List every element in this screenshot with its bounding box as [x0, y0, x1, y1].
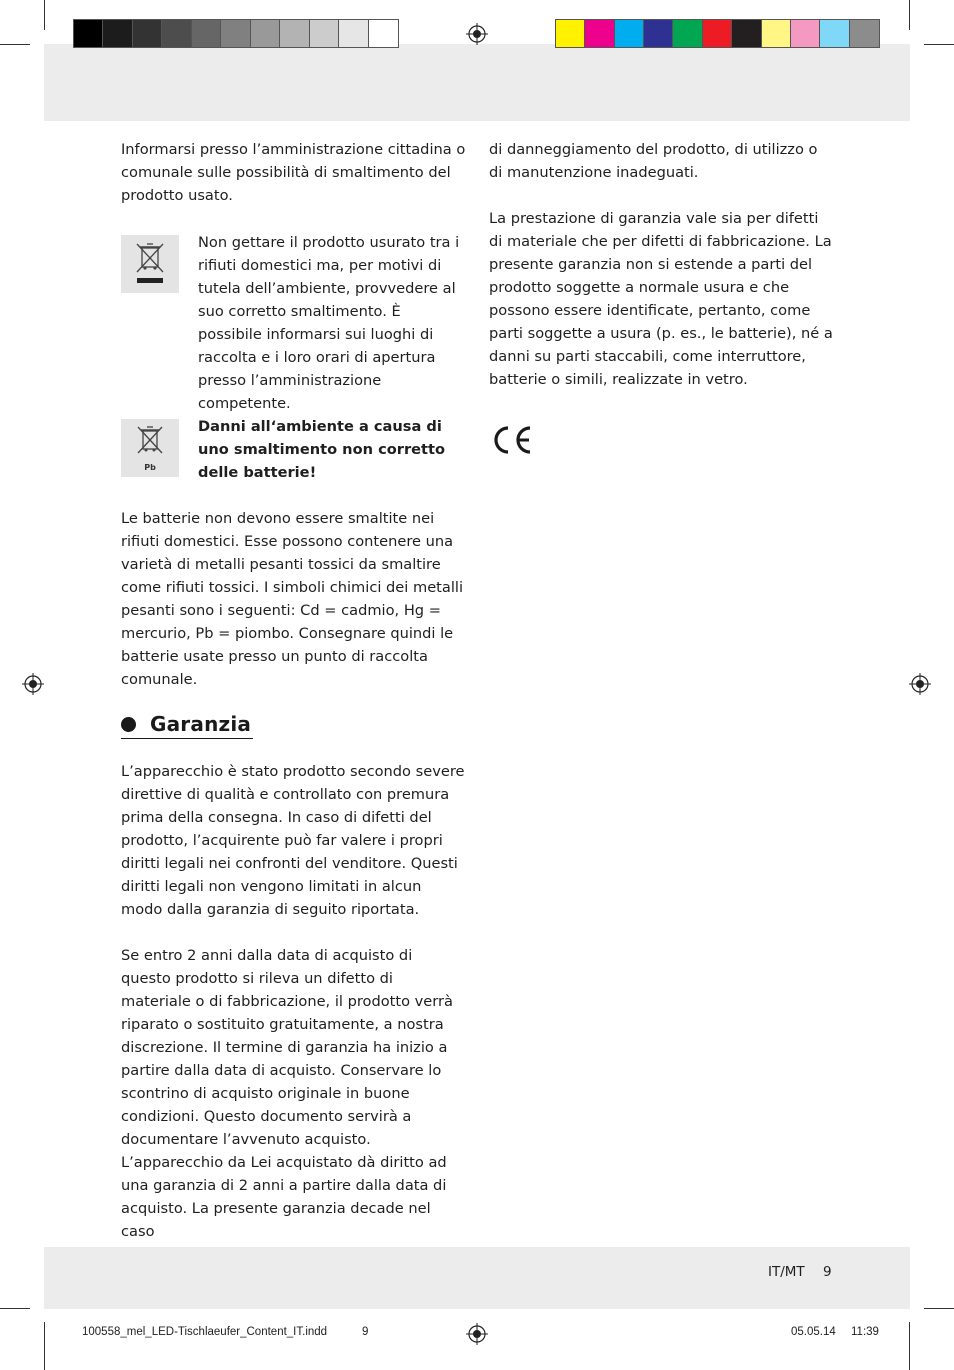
bullet-icon: [121, 717, 136, 732]
page-number: 9: [823, 1264, 832, 1280]
header-band: [44, 44, 910, 121]
grayscale-color-bar: [73, 19, 399, 48]
color-swatch: [103, 20, 132, 47]
color-swatch: [310, 20, 339, 47]
warranty-heading: [121, 708, 251, 740]
warranty-title: Garanzia: [150, 712, 252, 736]
color-swatch: [791, 20, 820, 47]
color-swatch: [644, 20, 673, 47]
color-swatch: [556, 20, 585, 47]
warranty-paragraph-2: [121, 944, 466, 1151]
crossed-out-wheelie-bin-icon: [121, 235, 179, 293]
color-swatch: [850, 20, 879, 47]
crop-mark: [909, 1322, 910, 1370]
registration-mark-icon: [466, 23, 488, 45]
crop-mark: [44, 0, 45, 30]
color-swatch: [585, 20, 614, 47]
ce-mark-icon: [489, 424, 533, 456]
warranty-scope-paragraph: [489, 207, 834, 391]
battery-icon-label: Pb: [144, 463, 156, 472]
color-swatch: [703, 20, 732, 47]
battery-warning-heading: Danni all‘ambiente a causa di uno smaltimento non corretto delle batterie!: [198, 418, 446, 481]
registration-mark-icon: [22, 673, 44, 695]
crop-mark: [44, 1322, 45, 1370]
crop-mark: [924, 44, 954, 45]
color-swatch: [221, 20, 250, 47]
warranty-paragraph-3: [121, 1151, 466, 1243]
warranty-text-3: L’apparecchio da Lei acquistato dà diritto ad una garanzia di 2 anni a partire dalla data di acquisto. La presente garanzia decade nel caso: [121, 1154, 447, 1240]
continuation-text: di danneggiamento del prodotto, di utilizzo o di manutenzione inadeguati.: [489, 141, 818, 181]
heading-underline: [121, 738, 253, 739]
registration-mark-icon: [466, 1323, 488, 1345]
color-swatch: [192, 20, 221, 47]
disposal-text: Non gettare il prodotto usurato tra i rifiuti domestici ma, per motivi di tutela dell’ambiente, provvedere al suo corretto smaltimento. È possibile informarsi sui luoghi di raccolta e i loro orari di apertura presso l’amministrazione competente.: [198, 234, 460, 412]
warranty-paragraph-1: [121, 760, 466, 921]
crop-mark: [909, 0, 910, 30]
registration-mark-icon: [909, 673, 931, 695]
crop-mark: [924, 1308, 954, 1309]
color-swatch: [615, 20, 644, 47]
crop-mark: [0, 44, 30, 45]
crop-mark: [0, 1308, 30, 1309]
slug-date: 05.05.14: [791, 1326, 836, 1338]
process-color-bar: [555, 19, 880, 48]
color-swatch: [762, 20, 791, 47]
crossed-out-battery-bin-icon: [121, 419, 179, 477]
color-swatch: [820, 20, 849, 47]
color-swatch: [251, 20, 280, 47]
color-swatch: [369, 20, 398, 47]
warranty-text-2: Se entro 2 anni dalla data di acquisto di questo prodotto si rileva un difetto di materiale o di fabbricazione, il prodotto verrà riparato o sostituito gratuitamente, a nostra discrezione. Il termine di garanzia ha inizio a partire dalla data di acquisto. Conservare lo scontrino di acquisto originale in buone condizioni. Questo documento servirà a documentare l’avvenuto acquisto.: [121, 947, 453, 1148]
intro-paragraph: [121, 138, 466, 207]
color-swatch: [339, 20, 368, 47]
color-swatch: [732, 20, 761, 47]
color-swatch: [673, 20, 702, 47]
language-code: IT/MT: [768, 1264, 805, 1280]
battery-text: Le batterie non devono essere smaltite nei rifiuti domestici. Esse possono contenere una varietà di metalli pesanti tossici da smaltire come rifiuti tossici. I simboli chimici dei metalli pesanti sono i seguenti: Cd = cadmio, Hg = mercurio, Pb = piombo. Consegnare quindi le batterie usate presso un punto di raccolta comunale.: [121, 510, 463, 688]
slug-page: 9: [362, 1326, 369, 1338]
color-swatch: [74, 20, 103, 47]
slug-time: 11:39: [851, 1326, 879, 1338]
slug-filename: 100558_mel_LED-Tischlaeufer_Content_IT.indd: [82, 1326, 328, 1338]
color-swatch: [162, 20, 191, 47]
intro-text: Informarsi presso l’amministrazione cittadina o comunale sulle possibilità di smaltimento del prodotto usato.: [121, 141, 466, 204]
color-swatch: [280, 20, 309, 47]
color-swatch: [133, 20, 162, 47]
warranty-text-1: L’apparecchio è stato prodotto secondo severe direttive di qualità e controllato con premura prima della consegna. In caso di difetti del prodotto, l’acquirente può far valere i propri diritti legali nei confronti del venditore. Questi diritti legali non vengono limitati in alcun modo dalla garanzia di seguito riportata.: [121, 763, 465, 918]
continuation-paragraph: [489, 138, 834, 184]
battery-paragraph: [121, 507, 466, 691]
warranty-scope-text: La prestazione di garanzia vale sia per difetti di materiale che per difetti di fabbricazione. La presente garanzia non si estende a parti del prodotto soggette a normale usura e che possono essere identificate, pertanto, come parti soggette a usura (p. es., le batterie), né a danni su parti staccabili, come interruttore, batterie o simili, realizzate in vetro.: [489, 210, 833, 388]
